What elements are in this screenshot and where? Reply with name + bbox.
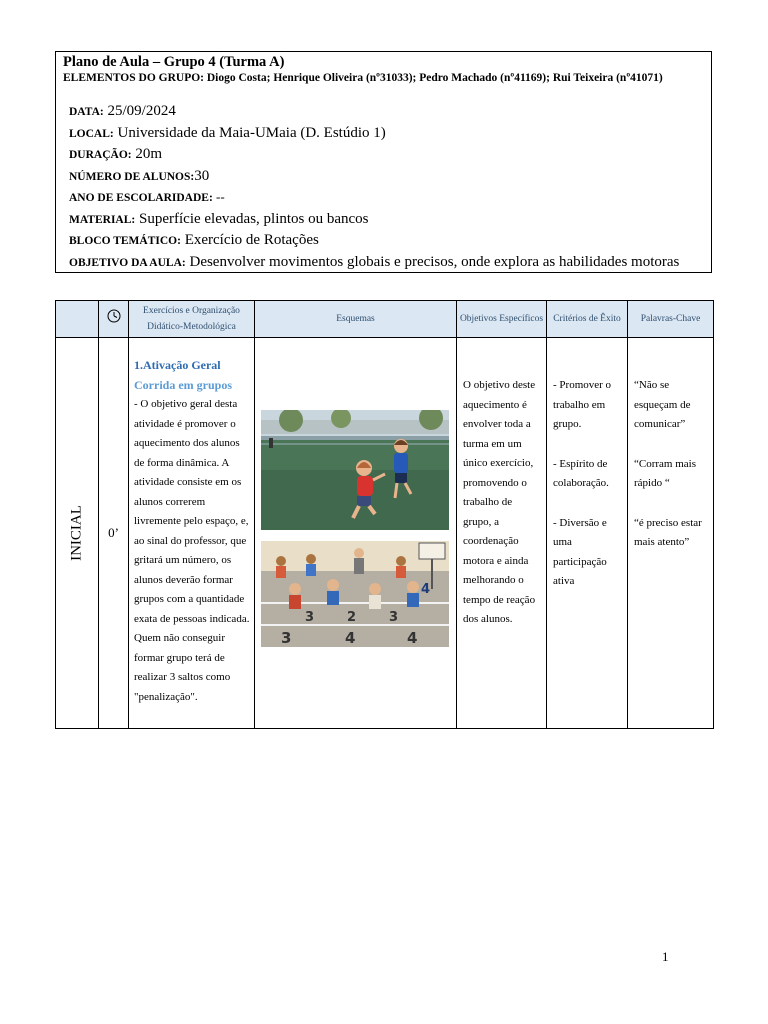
table-row [56,338,714,729]
keyword-item: “é preciso estar mais atento” [634,516,702,548]
table-header-row [56,301,714,338]
exercise-subtitle: Corrida em grupos [134,377,232,392]
criteria-item: - Promover o trabalho em grupo. [553,379,612,430]
header-exercises: Exercícios e Organização Didático-Metodológica [129,301,255,338]
header-keywords: Palavras-Chave [628,301,714,338]
children-running-photo [261,410,449,530]
keywords-cell [628,338,714,729]
header-time [99,301,129,338]
header-objectives: Objetivos Específicos [457,301,547,338]
clock-icon [107,309,121,323]
objectives-cell: O objetivo deste aquecimento é envolver toda a turma em um único exercício, promovendo o trabalho de grupo, a coordenação motora e ainda melhorando o tempo de reação dos alunos. [457,338,547,729]
lane-number-1: 3 [305,610,315,625]
lesson-header [55,51,712,273]
time-cell [99,338,129,729]
phase-cell [56,338,99,729]
lane-number-7: 4 [407,629,418,647]
header-phase [56,301,99,338]
info-students: NÚMERO DE ALUNOS:30 [69,167,210,184]
members-value: Diogo Costa; Henrique Oliveira (nº31033); Pedro Machado (nº41169); Rui Teixeira (nº41071) [204,72,663,84]
criteria-cell [547,338,628,729]
lane-number-2: 2 [347,610,357,625]
page-number: 1 [662,949,669,964]
lane-number-5: 3 [281,629,292,647]
header-schemes: Esquemas [255,301,457,338]
lesson-plan-table [55,300,714,729]
keyword-item: “Não se esqueçam de comunicar” [634,379,691,430]
schemes-cell [255,338,457,729]
exercise-description: - O objetivo geral desta atividade é promover o aquecimento dos alunos de forma dinâmica. A atividade consiste em os alunos correrem livremente pelo espaço, e, ao sinal do professor, que gritará um número, os alunos deverão formar grupos com a quantidade exata de pessoas indicada. Quem não conseguir formar grupo terá de realizar 3 saltos como "penalização". [134,398,250,703]
lane-number-4: 4 [421,582,431,597]
time-value: 0’ [108,525,119,540]
info-date: DATA: 25/09/2024 [69,103,176,119]
group-race-illustration [261,541,449,647]
info-location: LOCAL: Universidade da Maia-UMaia (D. Estúdio 1) [69,124,386,141]
members-label: ELEMENTOS DO GRUPO: [63,72,204,84]
exercise-cell [129,338,255,729]
group-members [63,71,704,86]
criteria-item: - Diversão e uma participação ativa [553,516,607,587]
exercise-title: 1.Ativação Geral [134,358,221,372]
lesson-info [63,101,704,273]
info-material: MATERIAL: Superfície elevadas, plintos ou bancos [69,210,369,227]
info-thematic-block: BLOCO TEMÁTICO: Exercício de Rotações [69,232,319,248]
info-duration: DURAÇÃO: 20m [69,146,163,162]
lane-number-3: 3 [389,610,399,625]
keyword-item: “Corram mais rápido “ [634,457,697,489]
lesson-title: Plano de Aula – Grupo 4 (Turma A) [63,54,285,70]
phase-label: INICIAL [68,505,85,561]
info-school-year: ANO DE ESCOLARIDADE: -- [69,189,225,204]
header-criteria: Critérios de Êxito [547,301,628,338]
criteria-item: - Espírito de colaboração. [553,457,609,489]
info-objective: OBJETIVO DA AULA: Desenvolver movimentos globais e precisos, onde explora as habilidades motoras [69,253,680,270]
lane-number-6: 4 [345,629,356,647]
